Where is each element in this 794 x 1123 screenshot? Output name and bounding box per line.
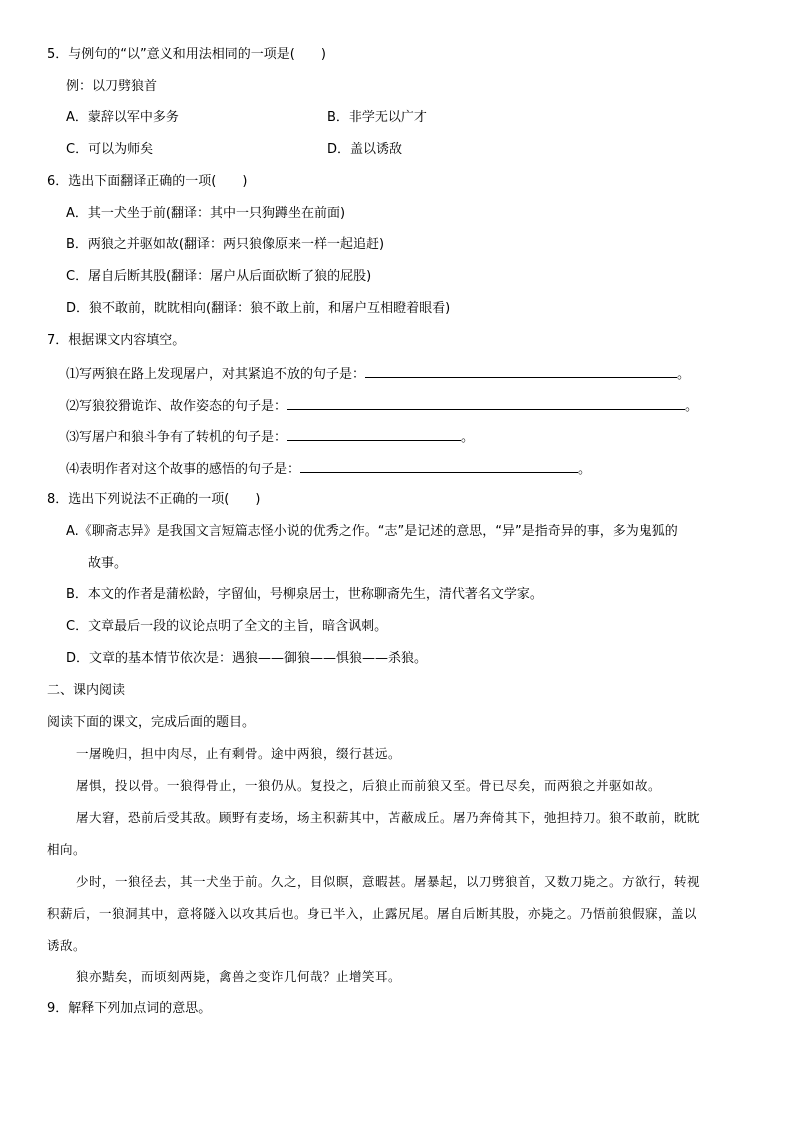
period: 。	[461, 430, 475, 445]
passage-paragraph-5: 狼亦黠矣，而顷刻两毙，禽兽之变诈几何哉？止增笑耳。	[76, 969, 402, 984]
q5-stem: 5．与例句的“以”意义和用法相同的一项是( )	[47, 47, 326, 62]
q6-option-c: C．屠自后断其股(翻译：屠户从后面砍断了狼的屁股)	[66, 269, 372, 284]
q9-stem: 9．解释下列加点词的意思。	[47, 1001, 212, 1016]
q7-item-1-text: ⑴写两狼在路上发现屠户，对其紧追不放的句子是：	[66, 367, 366, 382]
passage-paragraph-4-line3: 诱敌。	[47, 938, 87, 953]
passage-paragraph-3-line1: 屠大窘，恐前后受其敌。顾野有麦场，场主积薪其中，苫蔽成丘。屠乃奔倚其下，弛担持刀。狼不敢前，眈眈	[76, 810, 701, 825]
q8-option-d: D．文章的基本情节依次是：遇狼——御狼——惧狼——杀狼。	[66, 651, 428, 666]
q5-option-b: B．非学无以广才	[327, 110, 427, 125]
passage-paragraph-1: 一屠晚归，担中肉尽，止有剩骨。途中两狼，缀行甚远。	[76, 746, 402, 761]
q5-option-a: A．蒙辞以军中多务	[66, 110, 179, 125]
q7-item-3	[66, 427, 474, 447]
q6-stem: 6．选出下面翻译正确的一项( )	[47, 174, 248, 189]
q7-stem: 7．根据课文内容填空。	[47, 333, 186, 348]
answer-blank[interactable]	[287, 427, 461, 441]
q7-item-2	[66, 396, 698, 416]
q8-stem: 8．选出下列说法不正确的一项( )	[47, 492, 261, 507]
passage-paragraph-4-line2: 积薪后，一狼洞其中，意将隧入以攻其后也。身已半入，止露尻尾。屠自后断其股，亦毙之。乃悟前狼假寐，盖以	[47, 906, 698, 921]
q6-option-b: B．两狼之并驱如故(翻译：两只狼像原来一样一起追赶)	[66, 237, 385, 252]
q8-option-a-line2: 故事。	[88, 556, 128, 571]
q8-option-c: C．文章最后一段的议论点明了全文的主旨，暗含讽刺。	[66, 619, 388, 634]
answer-blank[interactable]	[300, 459, 578, 473]
period: 。	[677, 367, 691, 382]
q7-item-4	[66, 459, 591, 479]
period: 。	[578, 462, 592, 477]
section-title: 二、课内阅读	[47, 683, 126, 698]
answer-blank[interactable]	[287, 396, 685, 410]
period: 。	[685, 399, 699, 414]
q7-item-2-text: ⑵写狼狡猾诡诈、故作姿态的句子是：	[66, 399, 288, 414]
q8-option-a-line1: A.《聊斋志异》是我国文言短篇志怪小说的优秀之作。“志”是记述的意思，“异”是指奇异的事，多为鬼狐的	[66, 524, 678, 539]
q5-option-d: D．盖以诱敌	[327, 142, 403, 157]
q7-item-3-text: ⑶写屠户和狼斗争有了转机的句子是：	[66, 430, 288, 445]
q6-option-d: D．狼不敢前，眈眈相向(翻译：狼不敢上前，和屠户互相瞪着眼看)	[66, 301, 451, 316]
q5-option-c: C．可以为师矣	[66, 142, 154, 157]
q6-option-a: A．其一犬坐于前(翻译：其中一只狗蹲坐在前面)	[66, 206, 346, 221]
q7-item-1	[66, 364, 690, 384]
q8-option-b: B．本文的作者是蒲松龄，字留仙，号柳泉居士，世称聊斋先生，清代著名文学家。	[66, 587, 543, 602]
passage-paragraph-2: 屠惧，投以骨。一狼得骨止，一狼仍从。复投之，后狼止而前狼又至。骨已尽矣，而两狼之并驱如故。	[76, 778, 662, 793]
passage-paragraph-3-line2: 相向。	[47, 842, 87, 857]
passage-paragraph-4-line1: 少时，一狼径去，其一犬坐于前。久之，目似瞑，意暇甚。屠暴起，以刀劈狼首，又数刀毙之。方欲行，转视	[76, 874, 701, 889]
answer-blank[interactable]	[365, 364, 677, 378]
q5-example: 例：以刀劈狼首	[66, 79, 158, 94]
reading-instruction: 阅读下面的课文，完成后面的题目。	[47, 715, 256, 730]
q7-item-4-text: ⑷表明作者对这个故事的感悟的句子是：	[66, 462, 301, 477]
